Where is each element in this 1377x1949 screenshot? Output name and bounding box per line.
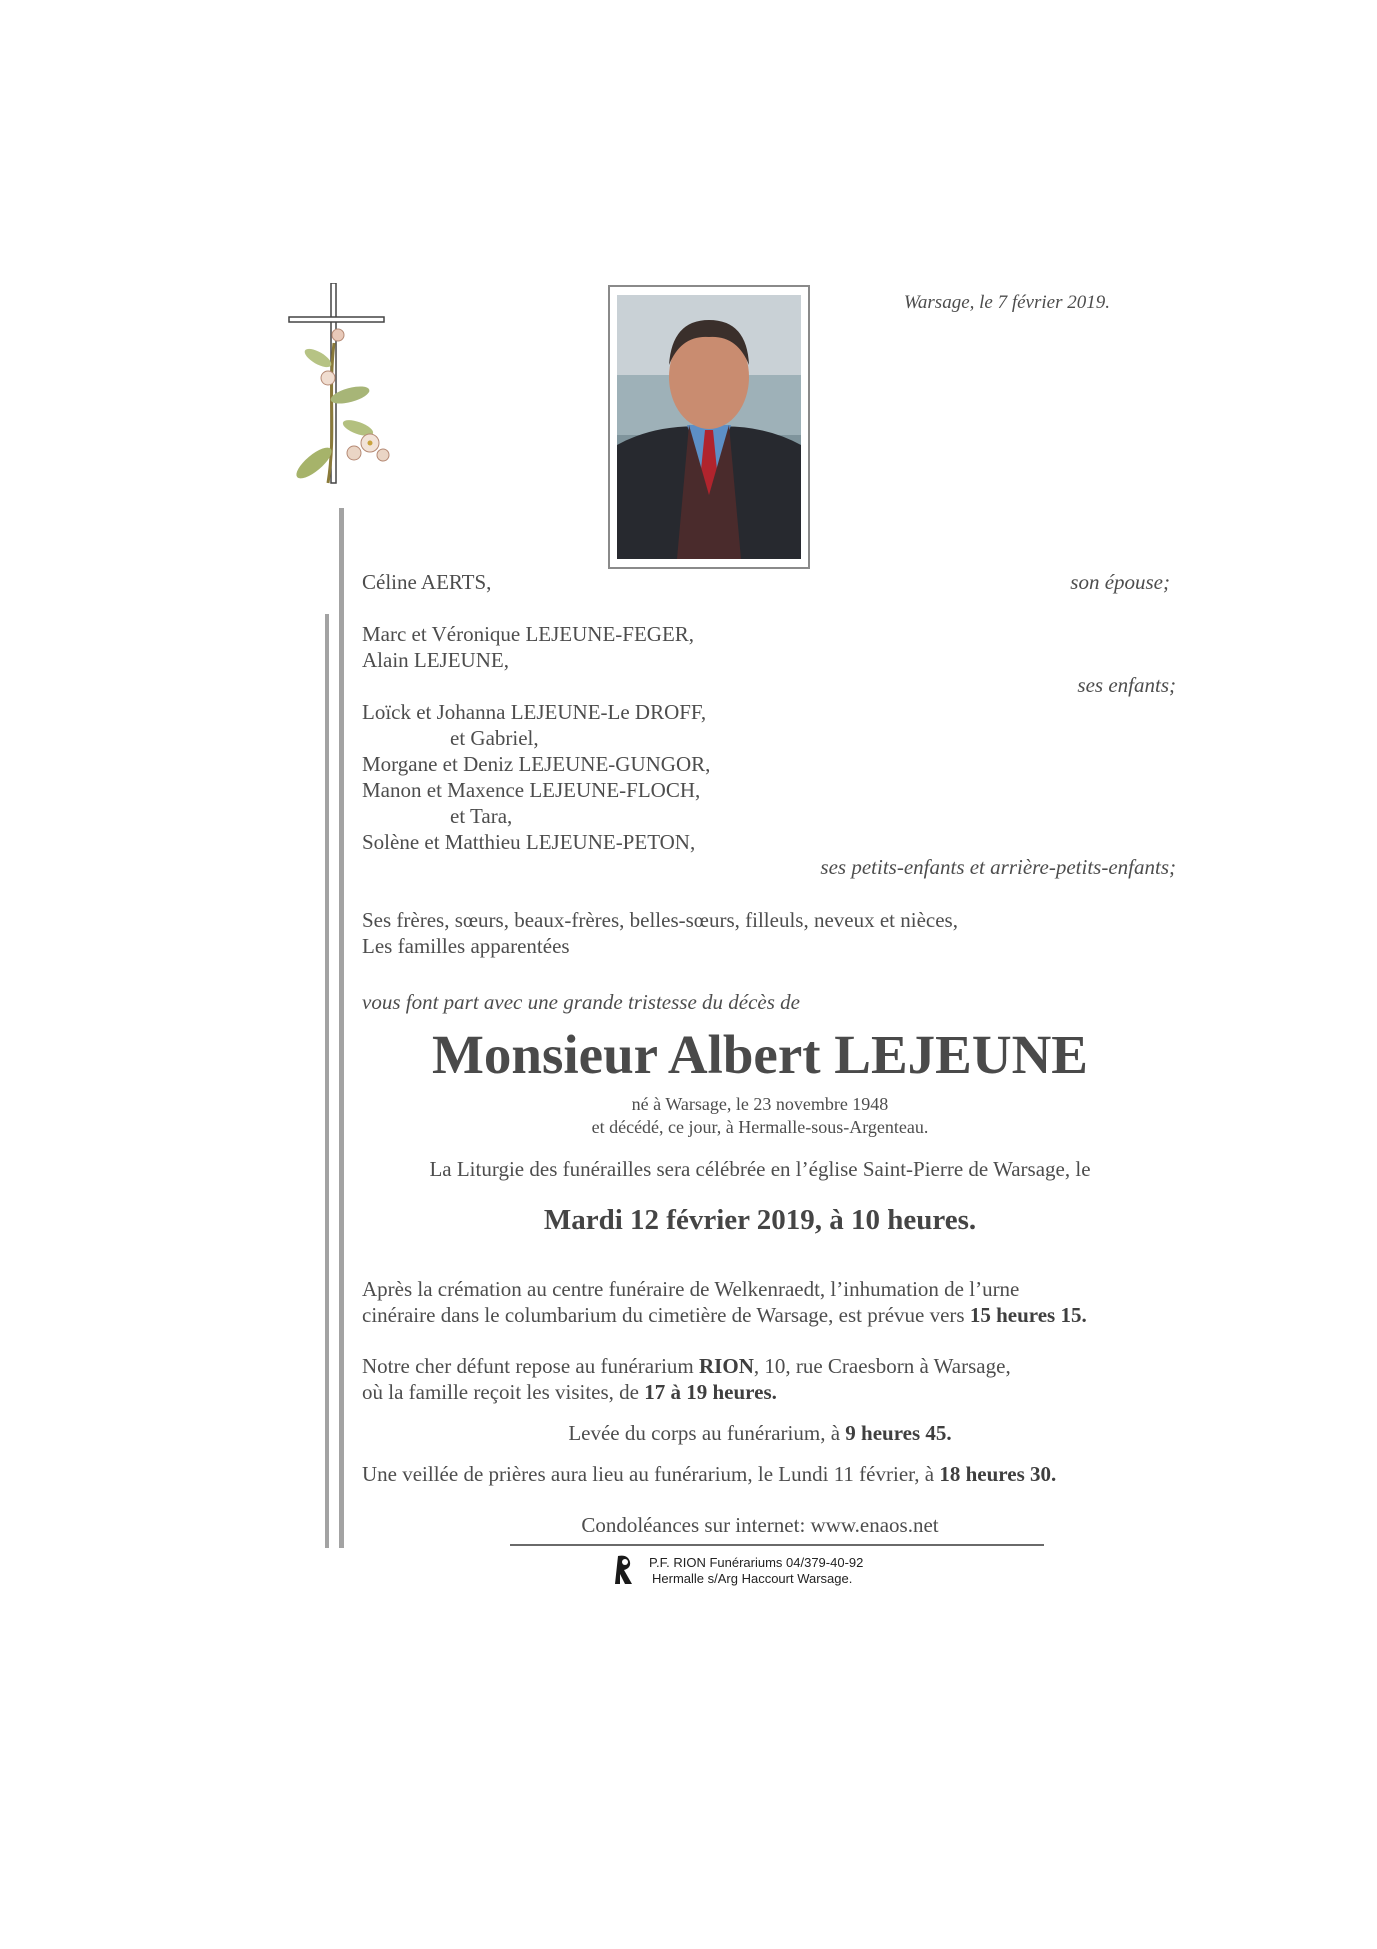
condolences-line: Condoléances sur internet: www.enaos.net (581, 1513, 939, 1537)
portrait-photo (617, 295, 801, 559)
relatives-line: Les familles apparentées (362, 934, 570, 958)
grandchild-name: Manon et Maxence LEJEUNE-FLOCH, (362, 778, 701, 802)
footer-line: Hermalle s/Arg Haccourt Warsage. (652, 1571, 853, 1586)
birth-line: né à Warsage, le 23 novembre 1948 (631, 1094, 889, 1114)
veillee-text: Une veillée de prières aura lieu au funérarium, le Lundi 11 février, à (362, 1462, 935, 1486)
visits-text: où la famille reçoit les visites, de (362, 1380, 639, 1404)
ceremony-datetime: Mardi 12 février 2019, à 10 heures. (543, 1204, 977, 1236)
liturgy-line: La Liturgie des funérailles sera célébrée en l’église Saint-Pierre de Warsage, le (429, 1157, 1091, 1181)
place-date: Warsage, le 7 février 2019. (903, 292, 1110, 313)
decorative-bar (325, 614, 329, 1548)
funerarium-name: RION (699, 1354, 754, 1378)
announcement-intro: vous font part avec une grande tristesse du décès de (362, 990, 800, 1014)
visits-time: 17 à 19 heures. (644, 1380, 777, 1404)
repose-line (362, 1353, 1011, 1379)
cremation-line (362, 1302, 1087, 1328)
child-name: Marc et Véronique LEJEUNE-FEGER, (362, 622, 695, 646)
grandchild-name: et Gabriel, (450, 726, 539, 750)
grandchild-name: Solène et Matthieu LEJEUNE-PETON, (362, 830, 696, 854)
levee-line (330, 1420, 1190, 1446)
footer-line: P.F. RION Funérariums 04/379-40-92 (649, 1555, 864, 1570)
levee-text: Levée du corps au funérarium, à (568, 1421, 841, 1445)
child-name: Alain LEJEUNE, (362, 648, 509, 672)
spouse-name: Céline AERTS, (362, 570, 492, 594)
death-line: et décédé, ce jour, à Hermalle-sous-Argenteau. (591, 1117, 929, 1137)
cross-flower-icon (288, 283, 428, 498)
spouse-role: son épouse; (1070, 570, 1170, 594)
grandchild-name: Loïck et Johanna LEJEUNE-Le DROFF, (362, 700, 707, 724)
grandchildren-role: ses petits-enfants et arrière-petits-enfants; (820, 855, 1176, 879)
visits-line (362, 1379, 777, 1405)
deceased-name: Monsieur Albert LEJEUNE (432, 1024, 1088, 1085)
funeral-home-logo-icon (614, 1554, 636, 1586)
grandchild-name: Morgane et Deniz LEJEUNE-GUNGOR, (362, 752, 711, 776)
children-role: ses enfants; (1077, 673, 1176, 697)
cremation-time: 15 heures 15. (969, 1303, 1087, 1327)
repose-address: , 10, rue Craesborn à Warsage, (753, 1354, 1011, 1378)
portrait-frame (608, 285, 810, 569)
levee-time: 9 heures 45. (845, 1421, 952, 1445)
cremation-text: cinéraire dans le columbarium du cimetière de Warsage, est prévue vers (362, 1303, 965, 1327)
cremation-line: Après la crémation au centre funéraire de Welkenraedt, l’inhumation de l’urne (362, 1277, 1020, 1301)
repose-text: Notre cher défunt repose au funérarium (362, 1354, 694, 1378)
relatives-line: Ses frères, sœurs, beaux-frères, belles-sœurs, filleuls, neveux et nièces, (362, 908, 958, 932)
veillee-line (362, 1461, 1056, 1487)
footer-rule (510, 1544, 1044, 1546)
veillee-time: 18 heures 30. (939, 1462, 1057, 1486)
grandchild-name: et Tara, (450, 804, 513, 828)
